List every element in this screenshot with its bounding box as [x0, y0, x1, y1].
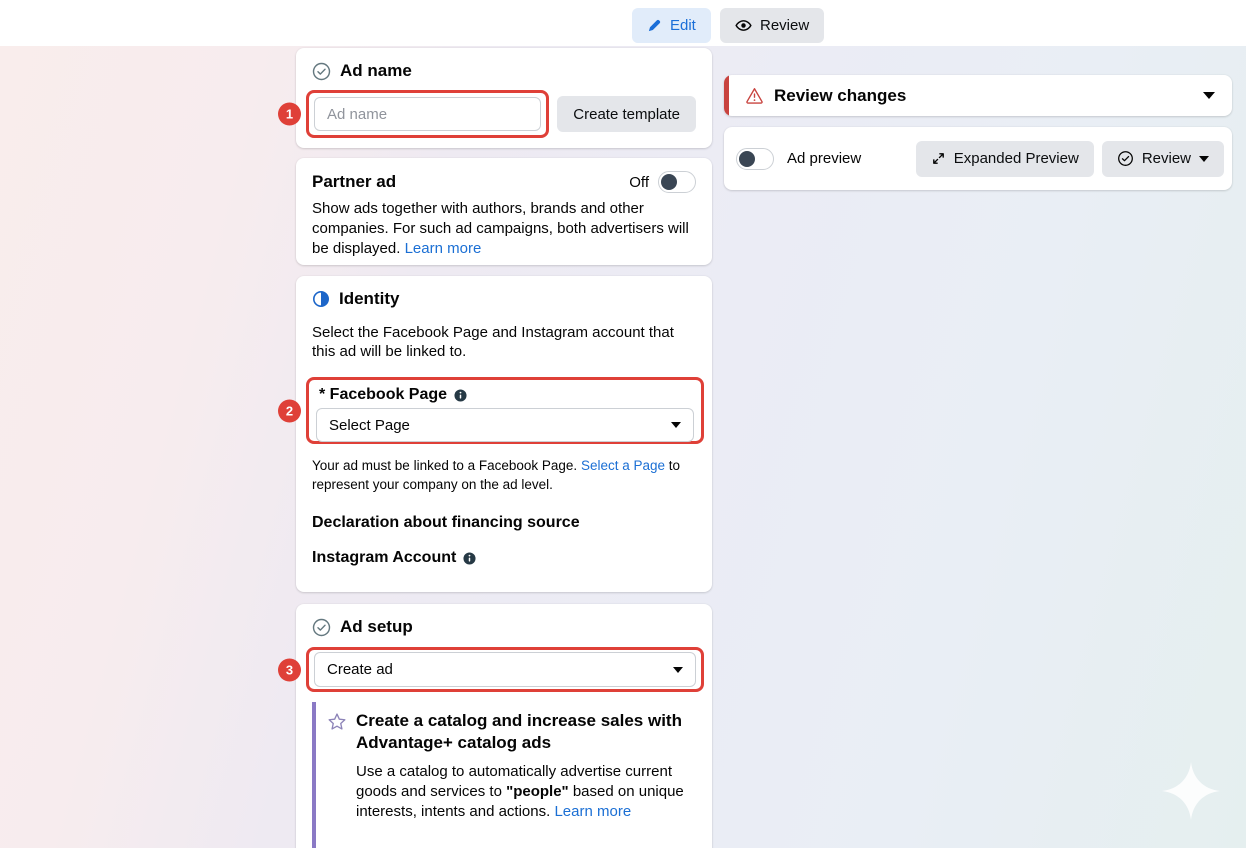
pencil-icon [647, 18, 662, 33]
identity-half-circle-icon [312, 290, 330, 308]
facebook-page-select[interactable] [316, 408, 694, 442]
ad-preview-label: Ad preview [787, 150, 862, 167]
facebook-page-label: * Facebook Page [319, 386, 448, 403]
partner-ad-learn-more-link[interactable]: Learn more [404, 240, 482, 257]
catalog-tip [312, 702, 696, 848]
expanded-preview-button[interactable] [916, 141, 1094, 177]
annotation-badge-1: 1 [278, 103, 301, 126]
annotation-badge-2: 2 [278, 399, 301, 422]
review-mode-button-label: Review [760, 17, 810, 34]
eye-icon [735, 17, 752, 34]
caret-down-icon [671, 422, 681, 428]
ad-setup-card [285, 604, 712, 848]
create-template-button[interactable] [557, 96, 696, 132]
ad-setup-title: Ad setup [340, 617, 413, 636]
ad-name-card [285, 48, 712, 148]
partner-ad-card [296, 158, 712, 265]
partner-ad-toggle[interactable] [658, 171, 696, 193]
select-a-page-link[interactable]: Select a Page [580, 458, 665, 473]
annotation-box-2 [285, 377, 704, 444]
ad-edit-column [285, 48, 712, 848]
partner-ad-toggle-state: Off [629, 173, 649, 191]
review-changes-title: Review changes [774, 85, 907, 105]
facebook-page-select-value: Select Page [329, 416, 410, 434]
tip-learn-more-link[interactable]: Learn more [554, 803, 632, 820]
annotation-box-1 [285, 90, 549, 138]
financing-declaration-label: Declaration about financing source [312, 514, 580, 531]
ad-preview-toggle[interactable] [736, 148, 774, 170]
annotation-badge-3: 3 [278, 658, 301, 681]
expand-icon [931, 151, 946, 166]
partner-ad-title: Partner ad [312, 172, 397, 191]
info-icon[interactable] [454, 389, 467, 402]
top-toolbar [0, 0, 1246, 46]
review-dropdown-label: Review [1141, 150, 1191, 167]
warning-triangle-icon [745, 86, 764, 105]
catalog-tip-body [356, 762, 690, 822]
star-icon [327, 712, 347, 822]
create-template-label: Create template [573, 105, 681, 123]
chevron-down-icon [1203, 92, 1215, 99]
helper-text: Your ad must be linked to a Facebook Page. [312, 458, 581, 473]
partner-ad-description: Show ads together with authors, brands and other companies. For such ad campaigns, both advertisers will be displayed. [312, 200, 689, 257]
info-icon[interactable] [463, 552, 476, 565]
check-circle-icon [312, 62, 331, 81]
review-column [724, 75, 1232, 190]
check-circle-icon [1117, 150, 1134, 167]
edit-button[interactable] [632, 8, 711, 43]
ad-name-input[interactable] [314, 97, 541, 131]
instagram-account-label: Instagram Account [312, 549, 457, 566]
tip-body-bold: "people" [506, 783, 569, 800]
review-mode-button[interactable] [720, 8, 824, 43]
edit-button-label: Edit [670, 17, 696, 34]
ad-setup-select[interactable] [314, 652, 696, 687]
facebook-page-helper [312, 456, 704, 494]
sparkle-icon [1162, 762, 1220, 820]
ad-preview-bar [724, 127, 1232, 190]
ad-setup-select-value: Create ad [327, 661, 393, 678]
annotation-box-3 [285, 647, 704, 692]
helper-text-2: to represent your company on the ad level. [312, 458, 681, 492]
review-changes-header[interactable] [724, 75, 1232, 116]
tip-body-text: Use a catalog to automatically advertise current goods and services to [356, 763, 672, 800]
check-circle-icon [312, 618, 331, 637]
review-dropdown-button[interactable] [1102, 141, 1224, 177]
ad-name-title: Ad name [340, 61, 412, 80]
identity-title: Identity [339, 289, 400, 308]
caret-down-icon [673, 667, 683, 673]
warning-stripe [724, 75, 729, 116]
identity-card [285, 276, 712, 592]
identity-description: Select the Facebook Page and Instagram account that this ad will be linked to. [312, 324, 674, 360]
expanded-preview-label: Expanded Preview [953, 150, 1079, 167]
catalog-tip-title: Create a catalog and increase sales with Advantage+ catalog ads [356, 711, 682, 752]
tip-body-text-2: based on unique interests, intents and actions. [356, 783, 684, 820]
caret-down-icon [1199, 156, 1209, 162]
